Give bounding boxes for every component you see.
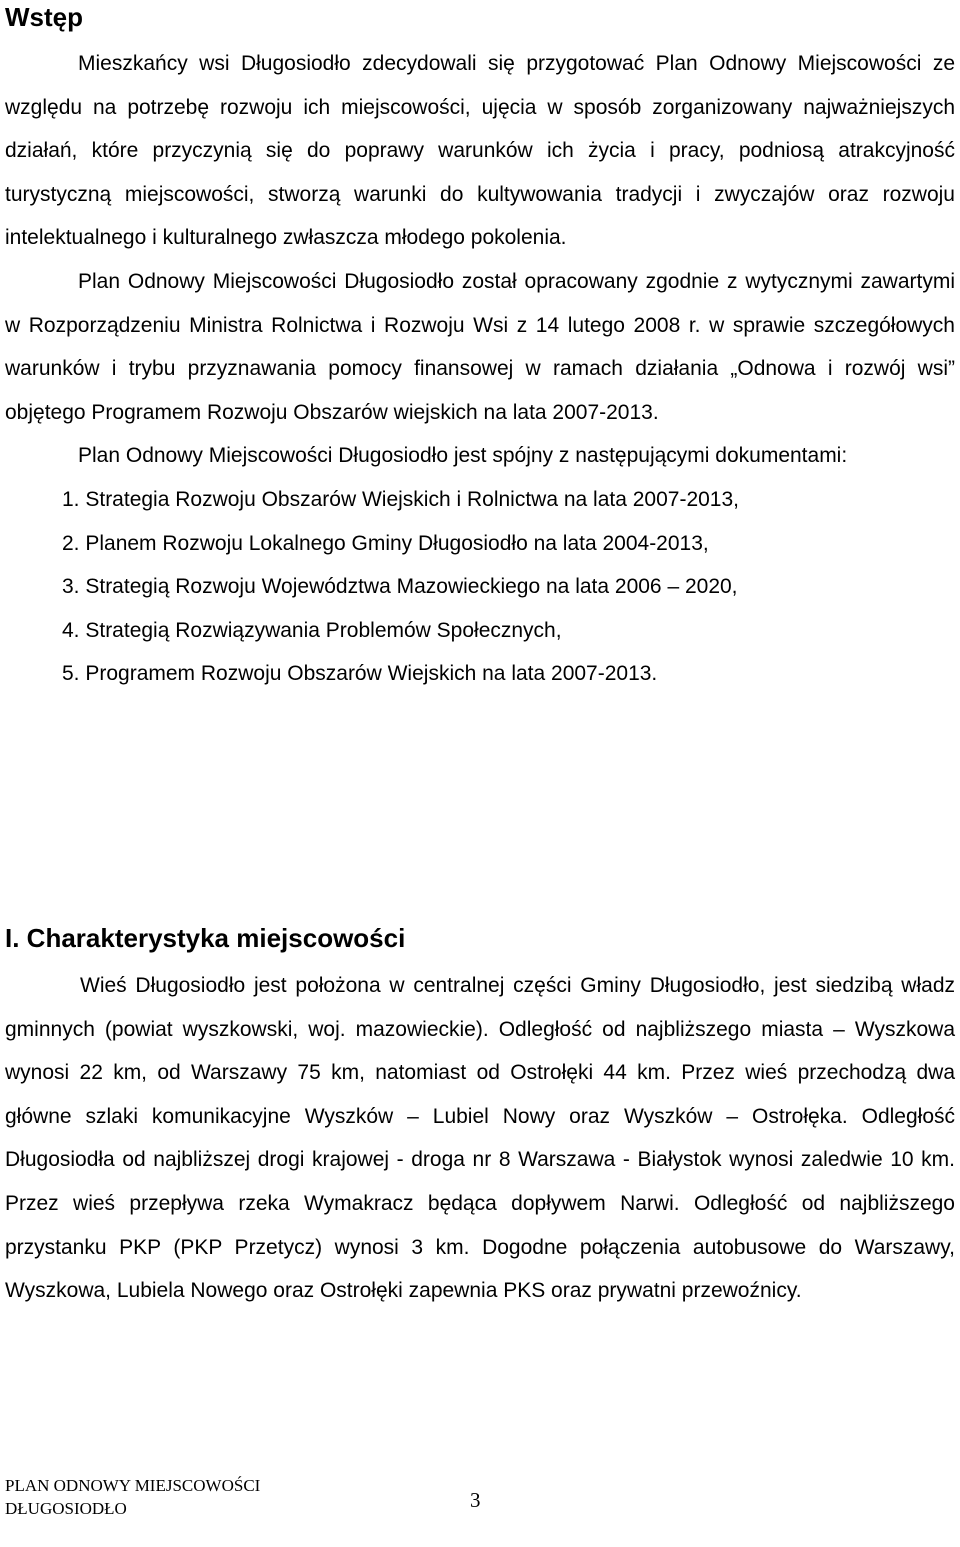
intro-paragraph: Plan Odnowy Miejscowości Długosiodło został opracowany zgodnie z wytycznymi zawartymi w Rozporządzeniu Ministra Rolnictwa i Rozwoju Wsi z 14 lutego 2008 r. w sprawie szczegółowych warunków i trybu przyznawania pomocy finansowej w ramach działania „Odnowa i rozwój wsi” objętego Programem Rozwoju Obszarów wiejskich na lata 2007-2013. xyxy=(5,269,955,424)
documents-list xyxy=(5,478,955,696)
chapter-paragraph: Wieś Długosiodło jest położona w centralnej części Gminy Długosiodło, jest siedzibą władz gminnych (powiat wyszkowski, woj. mazowieckie). Odległość od najbliższego miasta – Wyszkowa wynosi 22 km, od Warszawy 75 km, natomiast od Ostrołęki 44 km. Przez wieś przechodzą dwa główne szlaki komunikacyjne Wyszków – Lubiel Nowy oraz Wyszków – Ostrołęka. Odległość Długosiodła od najbliższej drogi krajowej - droga nr 8 Warszawa - Białystok wynosi zaledwie 10 km. Przez wieś przepływa rzeka Wymakracz będąca dopływem Narwi. Odległość od najbliższego przystanku PKP (PKP Przetycz) wynosi 3 km. Dogodne połączenia autobusowe do Warszawy, Wyszkowa, Lubiela Nowego oraz Ostrołęki zapewnia PKS oraz prywatni przewoźnicy. xyxy=(5,974,955,1303)
list-item: 1. Strategia Rozwoju Obszarów Wiejskich i Rolnictwa na lata 2007-2013, xyxy=(62,487,739,511)
list-item: 2. Planem Rozwoju Lokalnego Gminy Długosiodło na lata 2004-2013, xyxy=(62,531,709,555)
footer-document-name xyxy=(5,1474,260,1520)
page-footer xyxy=(5,1474,955,1544)
page-number: 3 xyxy=(470,1488,481,1512)
list-item: 5. Programem Rozwoju Obszarów Wiejskich na lata 2007-2013. xyxy=(62,662,658,686)
list-item: 4. Strategią Rozwiązywania Problemów Społecznych, xyxy=(62,618,562,642)
chapter-body xyxy=(5,964,955,1313)
footer-line: PLAN ODNOWY MIEJSCOWOŚCI xyxy=(5,1476,261,1495)
section-title: Wstęp xyxy=(5,2,83,32)
footer-line: DŁUGOSIODŁO xyxy=(5,1499,127,1518)
chapter-title: I. Charakterystyka miejscowości xyxy=(5,923,406,953)
intro-paragraph: Plan Odnowy Miejscowości Długosiodło jest spójny z następującymi dokumentami: xyxy=(78,444,848,468)
intro-paragraph: Mieszkańcy wsi Długosiodło zdecydowali się przygotować Plan Odnowy Miejscowości ze względu na potrzebę rozwoju ich miejscowości, ujęcia w sposób zorganizowany najważniejszych działań, które przyczynią się do poprawy warunków ich życia i pracy, podniosą atrakcyjność turystyczną miejscowości, stworzą warunki do kultywowania tradycji i zwyczajów oraz rozwoju intelektualnego i kulturalnego zwłaszcza młodego pokolenia. xyxy=(5,52,955,250)
list-item: 3. Strategią Rozwoju Województwa Mazowieckiego na lata 2006 – 2020, xyxy=(62,575,738,599)
document-page xyxy=(5,0,955,696)
